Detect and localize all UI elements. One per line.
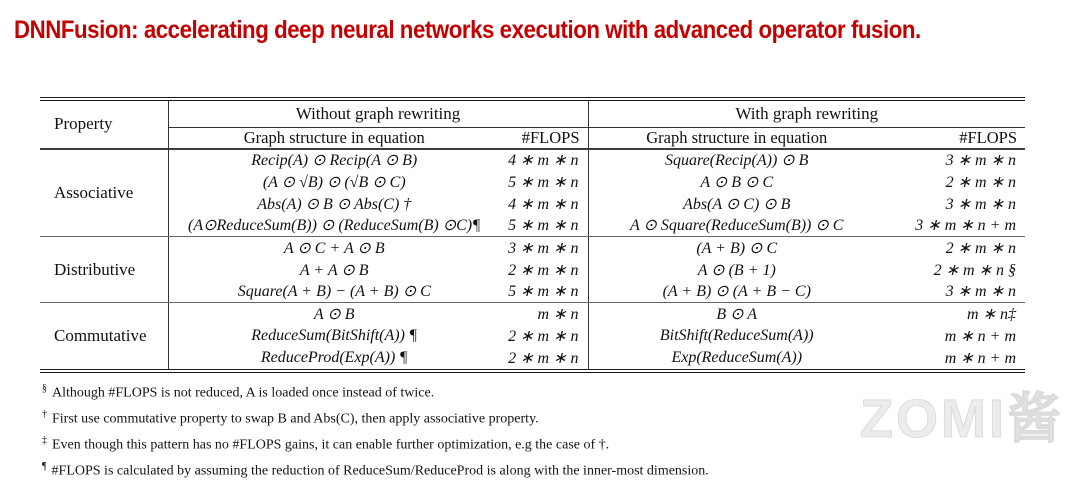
footnote-dagger — [42, 404, 942, 430]
footnote-marker: † — [42, 409, 47, 421]
footnote-text: #FLOPS is calculated by assuming the reduction of ReduceSum/ReduceProd is along with the inner-most dimension. — [51, 464, 709, 480]
footnotes — [42, 378, 942, 483]
subheader-flops-with: #FLOPS — [885, 127, 1025, 149]
footnote-pilcrow — [42, 456, 942, 482]
equation-with-cell: A ⊙ B ⊙ C — [700, 173, 774, 191]
column-header-with-rewriting: With graph rewriting — [588, 101, 1025, 127]
watermark: ZOMI酱 — [860, 389, 1064, 449]
equation-with-cell: (A + B) ⊙ (A + B − C) — [588, 281, 885, 303]
footnote-marker: § — [42, 383, 47, 394]
flops-without-cell: 2 ∗ m ∗ n — [500, 259, 588, 281]
flops-with-cell: 3 ∗ m ∗ n + m — [885, 215, 1025, 237]
property-cell: Commutative — [40, 303, 168, 369]
table-row — [40, 259, 1025, 281]
table — [40, 101, 1025, 369]
footnote-text: First use commutative property to swap B and Abs(C), then apply associative property. — [52, 411, 539, 427]
flops-with-cell: 2 ∗ m ∗ n — [945, 239, 1016, 257]
flops-without-cell: 4 ∗ m ∗ n — [500, 149, 588, 171]
subheader-equation-with: Graph structure in equation — [588, 127, 885, 149]
subheader-equation-without: Graph structure in equation — [168, 127, 500, 149]
equation-without-cell: A ⊙ C + A ⊙ B — [283, 239, 385, 257]
flops-with-cell: 3 ∗ m ∗ n — [945, 195, 1016, 213]
equation-without-cell: ReduceSum(BitShift(A)) ¶ — [251, 326, 418, 344]
equation-with-cell: A ⊙ Square(ReduceSum(B)) ⊙ C — [588, 215, 885, 237]
equation-without-cell: A ⊙ B — [313, 305, 355, 323]
flops-without-cell: 4 ∗ m ∗ n — [500, 193, 588, 215]
equation-with-cell: Square(Recip(A)) ⊙ B — [665, 152, 809, 169]
footnote-section — [42, 378, 942, 404]
table-row — [40, 215, 1025, 237]
table-row — [40, 347, 1025, 369]
flops-with-cell: 2 ∗ m ∗ n — [945, 173, 1016, 191]
page-title: DNNFusion: accelerating deep neural networks execution with advanced operator fusion. — [14, 16, 921, 44]
footnote-marker: ¶ — [42, 461, 47, 473]
equation-with-cell: B ⊙ A — [716, 305, 758, 323]
flops-with-cell: 3 ∗ m ∗ n — [945, 152, 1016, 169]
equation-with-cell: Exp(ReduceSum(A)) — [671, 348, 803, 366]
column-header-without-rewriting: Without graph rewriting — [168, 101, 588, 127]
flops-with-cell: m ∗ n + m — [944, 327, 1016, 345]
equation-without-cell: (A⊙ReduceSum(B)) ⊙ (ReduceSum(B) ⊙C)¶ — [168, 215, 500, 237]
table-row — [40, 171, 1025, 193]
subheader-flops-without: #FLOPS — [500, 127, 588, 149]
equation-with-cell: BitShift(ReduceSum(A)) — [659, 326, 814, 344]
equation-with-cell: Abs(A ⊙ C) ⊙ B — [683, 195, 791, 213]
table-row — [40, 149, 1025, 171]
equation-with-cell: A ⊙ (B + 1) — [697, 261, 776, 279]
flops-with-cell: 2 ∗ m ∗ n § — [933, 261, 1016, 279]
footnote-text: Although #FLOPS is not reduced, A is loaded once instead of twice. — [52, 385, 435, 401]
equation-without-cell: Abs(A) ⊙ B ⊙ Abs(C) † — [257, 195, 412, 213]
flops-without-cell: 3 ∗ m ∗ n — [500, 237, 588, 259]
flops-without-cell: 2 ∗ m ∗ n — [500, 325, 588, 347]
flops-without-cell: m ∗ n — [500, 303, 588, 325]
equation-without-cell: (A ⊙ √B) ⊙ (√B ⊙ C) — [262, 173, 406, 191]
property-cell: Distributive — [40, 237, 168, 303]
flops-with-cell: m ∗ n‡ — [967, 305, 1016, 323]
equation-with-cell: (A + B) ⊙ C — [696, 239, 778, 257]
flops-with-cell: 3 ∗ m ∗ n — [885, 281, 1025, 303]
table-row — [40, 237, 1025, 259]
equation-without-cell: A + A ⊙ B — [299, 261, 369, 279]
table-row — [40, 193, 1025, 215]
table-row — [40, 325, 1025, 347]
flops-with-cell: m ∗ n + m — [944, 349, 1016, 367]
footnote-marker: ‡ — [42, 435, 47, 447]
table-row — [40, 281, 1025, 303]
flops-without-cell: 5 ∗ m ∗ n — [500, 171, 588, 193]
graph-rewriting-table — [40, 97, 1025, 373]
equation-without-cell: Recip(A) ⊙ Recip(A ⊙ B) — [251, 152, 418, 169]
flops-without-cell: 5 ∗ m ∗ n — [500, 215, 588, 237]
flops-without-cell: 2 ∗ m ∗ n — [500, 347, 588, 369]
table-row — [40, 303, 1025, 325]
flops-without-cell: 5 ∗ m ∗ n — [500, 281, 588, 303]
footnote-double-dagger — [42, 430, 942, 456]
property-cell: Associative — [40, 149, 168, 237]
equation-without-cell: ReduceProd(Exp(A)) ¶ — [260, 348, 408, 366]
column-header-property: Property — [40, 101, 168, 149]
footnote-text: Even though this pattern has no #FLOPS gains, it can enable further optimization, e.g the case of †. — [52, 437, 610, 453]
equation-without-cell: Square(A + B) − (A + B) ⊙ C — [168, 281, 500, 303]
